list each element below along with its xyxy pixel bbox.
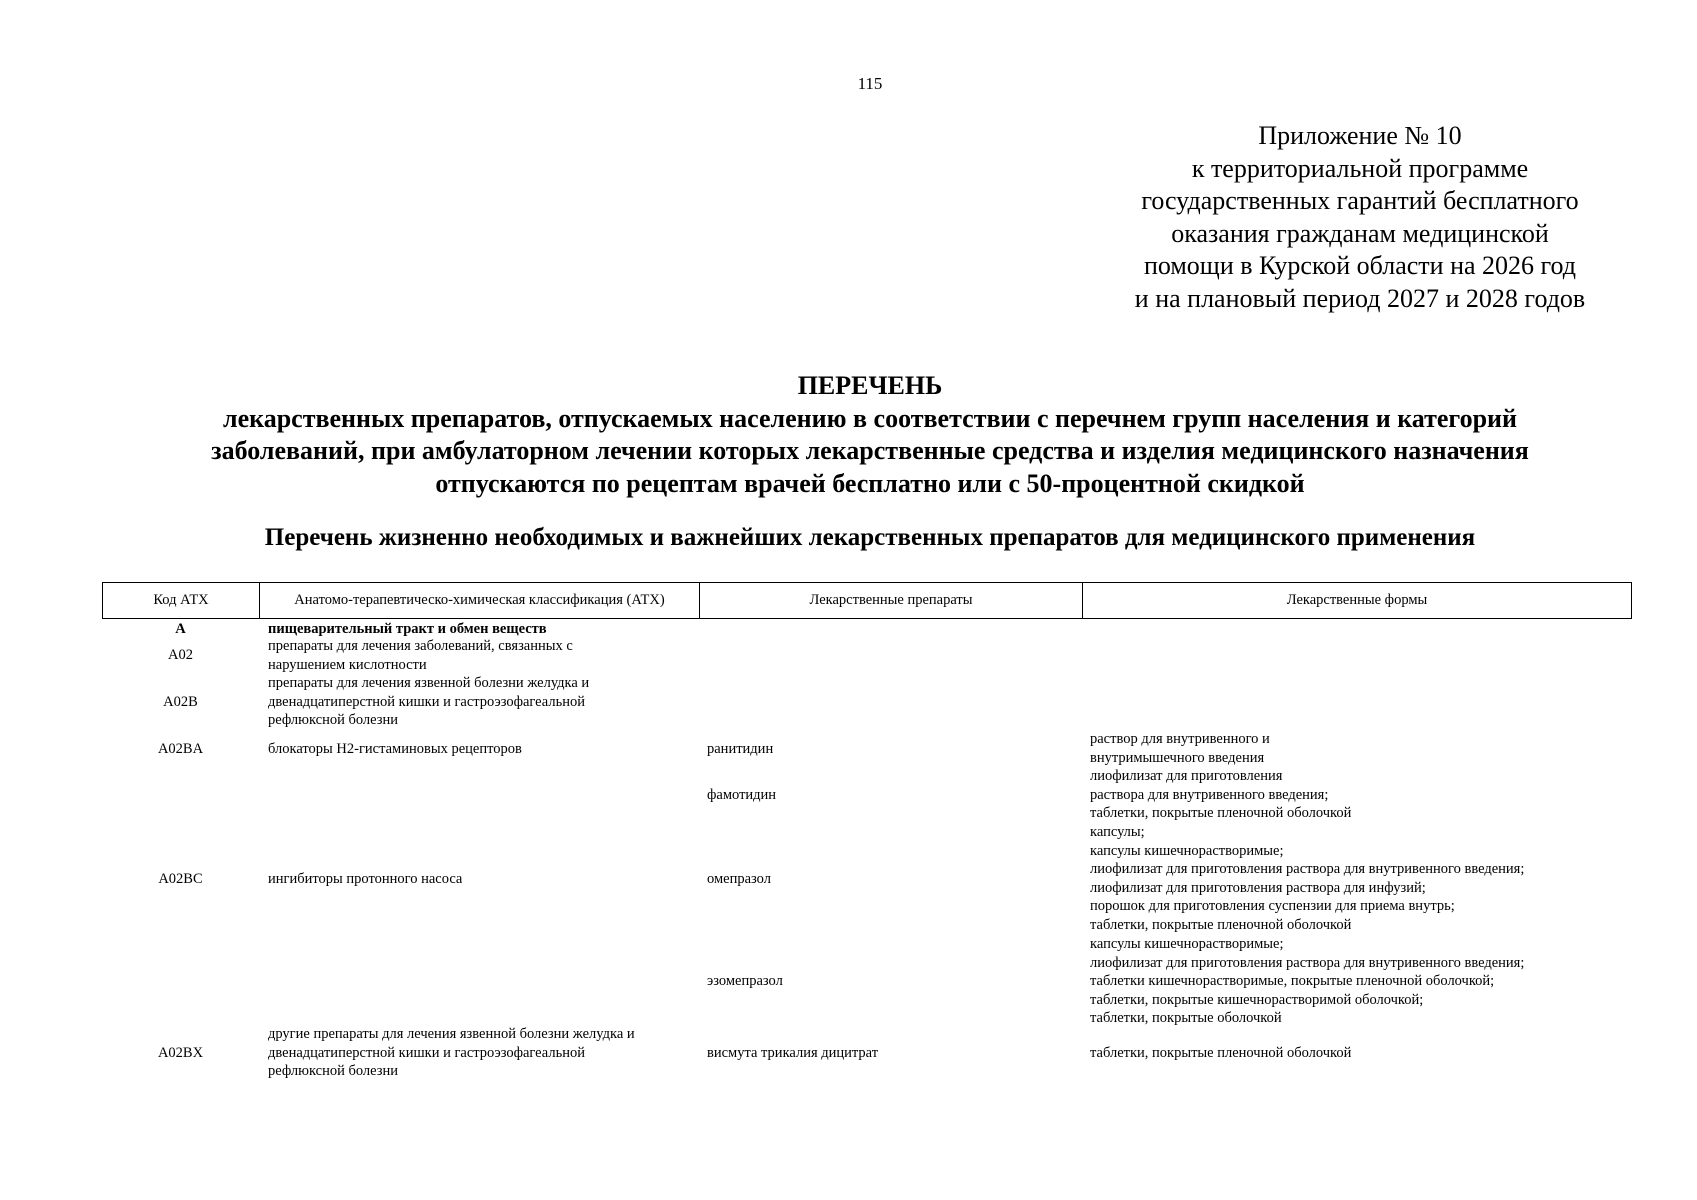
atc-code: A02 — [168, 647, 193, 663]
title-line: заболеваний, при амбулаторном лечении которых лекарственные средства и изделия медицинского назначения — [211, 436, 1529, 465]
appendix-line: помощи в Курской области на 2026 год — [1143, 251, 1577, 281]
header-classification: Анатомо-терапевтическо-химическая классификация (АТХ) — [260, 583, 700, 618]
drug-name: фамотидин — [707, 787, 777, 803]
atc-classification: препараты для лечения заболеваний, связанных с — [268, 638, 573, 654]
dosage-form: раствора для внутривенного введения; — [1090, 786, 1329, 803]
drug-name: висмута трикалия дицитрат — [707, 1045, 879, 1061]
drug-name: эзомепразол — [707, 973, 783, 989]
appendix-line: Приложение № 10 — [1258, 121, 1462, 150]
dosage-form: внутримышечного введения — [1090, 749, 1265, 766]
atc-classification: рефлюксной болезни — [268, 712, 399, 729]
appendix-line: оказания гражданам медицинской — [1171, 218, 1549, 248]
appendix-line: государственных гарантий бесплатного — [1141, 186, 1579, 216]
dosage-form: капсулы кишечнорастворимые; — [1090, 936, 1284, 952]
title-line: ПЕРЕЧЕНЬ — [797, 371, 943, 400]
atc-classification: двенадцатиперстной кишки и гастроэзофагеальной — [268, 693, 585, 710]
atc-classification: пищеварительный тракт и обмен веществ — [268, 621, 547, 637]
header-forms: Лекарственные формы — [1286, 592, 1428, 608]
atc-classification: ингибиторы протонного насоса — [268, 871, 463, 887]
dosage-form: таблетки кишечнорастворимые, покрытые пленочной оболочкой; — [1090, 973, 1495, 990]
atc-code: A02B — [163, 694, 198, 710]
atc-classification: рефлюксной болезни — [268, 1063, 399, 1080]
title-line: лекарственных препаратов, отпускаемых населению в соответствии с перечнем групп населения и категорий — [222, 403, 1518, 433]
dosage-form: таблетки, покрытые пленочной оболочкой — [1090, 917, 1352, 933]
dosage-form: лиофилизат для приготовления раствора для внутривенного введения; — [1090, 954, 1525, 971]
header-drugs: Лекарственные препараты — [700, 583, 1083, 618]
dosage-form: лиофилизат для приготовления — [1090, 768, 1283, 784]
page-number: 115 — [857, 74, 883, 93]
header-code: Код АТХ — [103, 583, 260, 618]
dosage-form: капсулы кишечнорастворимые; — [1090, 842, 1284, 859]
atc-code: A02BX — [157, 1045, 204, 1061]
appendix-line: к территориальной программе — [1191, 153, 1529, 183]
document-subtitle: Перечень жизненно необходимых и важнейших лекарственных препаратов для медицинского применения — [264, 524, 1476, 551]
dosage-form: раствор для внутривенного и — [1090, 731, 1270, 747]
atc-code: A02BA — [157, 741, 204, 757]
atc-code: A — [175, 621, 186, 637]
dosage-form: таблетки, покрытые оболочкой — [1090, 1010, 1282, 1027]
dosage-form: капсулы; — [1090, 824, 1145, 840]
dosage-form: таблетки, покрытые пленочной оболочкой — [1090, 805, 1352, 822]
atc-classification: нарушением кислотности — [268, 656, 427, 673]
atc-classification: двенадцатиперстной кишки и гастроэзофагеальной — [268, 1044, 585, 1061]
drug-name: омепразол — [707, 871, 771, 887]
dosage-form: лиофилизат для приготовления раствора для внутривенного введения; — [1090, 861, 1525, 878]
appendix-line: и на плановый период 2027 и 2028 годов — [1134, 283, 1586, 313]
atc-code: A02BC — [158, 871, 203, 887]
dosage-form: лиофилизат для приготовления раствора для инфузий; — [1090, 879, 1426, 896]
dosage-form: таблетки, покрытые кишечнорастворимой оболочкой; — [1090, 991, 1424, 1008]
atc-classification: другие препараты для лечения язвенной болезни желудка и — [268, 1026, 635, 1042]
dosage-form: порошок для приготовления суспензии для приема внутрь; — [1090, 898, 1455, 915]
atc-classification: препараты для лечения язвенной болезни желудка и — [268, 675, 590, 691]
drug-name: ранитидин — [707, 741, 774, 757]
atc-classification: блокаторы H2-гистаминовых рецепторов — [268, 741, 522, 757]
dosage-form: таблетки, покрытые пленочной оболочкой — [1090, 1045, 1352, 1061]
title-line: отпускаются по рецептам врачей бесплатно или с 50-процентной скидкой — [435, 468, 1305, 498]
